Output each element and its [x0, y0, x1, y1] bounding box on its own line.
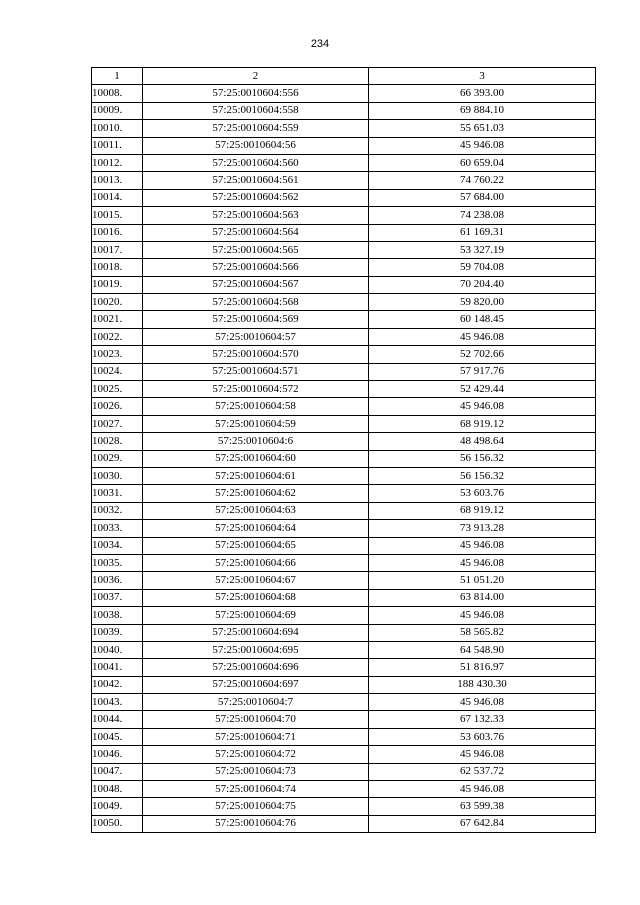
table-row — [92, 711, 596, 728]
table-row — [92, 659, 596, 676]
value-cell: 63 599.38 — [369, 798, 596, 815]
value-cell: 52 429.44 — [369, 381, 596, 398]
cadastral-number-cell: 57:25:0010604:67 — [143, 572, 369, 589]
value-cell: 48 498.64 — [369, 433, 596, 450]
cadastral-number-cell: 57:25:0010604:6 — [143, 433, 369, 450]
cadastral-number-cell: 57:25:0010604:75 — [143, 798, 369, 815]
row-index-cell: 10012. — [92, 154, 143, 171]
table-row — [92, 207, 596, 224]
row-index-cell: 10045. — [92, 728, 143, 745]
value-cell: 51 051.20 — [369, 572, 596, 589]
value-cell: 56 156.32 — [369, 450, 596, 467]
cadastral-number-cell: 57:25:0010604:571 — [143, 363, 369, 380]
row-index-cell: 10047. — [92, 763, 143, 780]
value-cell: 45 946.08 — [369, 537, 596, 554]
value-cell: 56 156.32 — [369, 467, 596, 484]
cadastral-number-cell: 57:25:0010604:76 — [143, 815, 369, 832]
cadastral-number-cell: 57:25:0010604:74 — [143, 781, 369, 798]
table-row — [92, 259, 596, 276]
row-index-cell: 10011. — [92, 137, 143, 154]
row-index-cell: 10023. — [92, 346, 143, 363]
cadastral-number-cell: 57:25:0010604:70 — [143, 711, 369, 728]
table-row — [92, 363, 596, 380]
value-cell: 61 169.31 — [369, 224, 596, 241]
row-index-cell: 10042. — [92, 676, 143, 693]
cadastral-number-cell: 57:25:0010604:68 — [143, 589, 369, 606]
table-row — [92, 572, 596, 589]
table-row — [92, 102, 596, 119]
cadastral-number-cell: 57:25:0010604:561 — [143, 172, 369, 189]
table-row — [92, 798, 596, 815]
value-cell: 188 430.30 — [369, 676, 596, 693]
value-cell: 68 919.12 — [369, 415, 596, 432]
value-cell: 59 820.00 — [369, 294, 596, 311]
value-cell: 63 814.00 — [369, 589, 596, 606]
cadastral-number-cell: 57:25:0010604:558 — [143, 102, 369, 119]
value-cell: 64 548.90 — [369, 641, 596, 658]
row-index-cell: 10021. — [92, 311, 143, 328]
row-index-cell: 10014. — [92, 189, 143, 206]
cadastral-number-cell: 57:25:0010604:697 — [143, 676, 369, 693]
table-row — [92, 520, 596, 537]
row-index-cell: 10013. — [92, 172, 143, 189]
cadastral-number-cell: 57:25:0010604:62 — [143, 485, 369, 502]
value-cell: 45 946.08 — [369, 781, 596, 798]
row-index-cell: 10015. — [92, 207, 143, 224]
value-cell: 60 659.04 — [369, 154, 596, 171]
value-cell: 62 537.72 — [369, 763, 596, 780]
cadastral-number-cell: 57:25:0010604:562 — [143, 189, 369, 206]
cadastral-number-cell: 57:25:0010604:65 — [143, 537, 369, 554]
table-row — [92, 746, 596, 763]
cadastral-number-cell: 57:25:0010604:569 — [143, 311, 369, 328]
value-cell: 58 565.82 — [369, 624, 596, 641]
value-cell: 45 946.08 — [369, 328, 596, 345]
row-index-cell: 10027. — [92, 415, 143, 432]
cadastral-number-cell: 57:25:0010604:63 — [143, 502, 369, 519]
table-row — [92, 607, 596, 624]
row-index-cell: 10029. — [92, 450, 143, 467]
cadastral-number-cell: 57:25:0010604:567 — [143, 276, 369, 293]
table-row — [92, 502, 596, 519]
page-number: 234 — [310, 38, 330, 50]
value-cell: 59 704.08 — [369, 259, 596, 276]
cadastral-number-cell: 57:25:0010604:59 — [143, 415, 369, 432]
cadastral-number-cell: 57:25:0010604:72 — [143, 746, 369, 763]
table-row — [92, 276, 596, 293]
row-index-cell: 10020. — [92, 294, 143, 311]
table-row — [92, 694, 596, 711]
row-index-cell: 10044. — [92, 711, 143, 728]
table-row — [92, 328, 596, 345]
row-index-cell: 10046. — [92, 746, 143, 763]
row-index-cell: 10016. — [92, 224, 143, 241]
cadastral-number-cell: 57:25:0010604:57 — [143, 328, 369, 345]
row-index-cell: 10037. — [92, 589, 143, 606]
cadastral-number-cell: 57:25:0010604:694 — [143, 624, 369, 641]
cadastral-number-cell: 57:25:0010604:695 — [143, 641, 369, 658]
table-row — [92, 467, 596, 484]
row-index-cell: 10039. — [92, 624, 143, 641]
table-row — [92, 294, 596, 311]
table-row — [92, 311, 596, 328]
table-row — [92, 554, 596, 571]
row-index-cell: 10043. — [92, 694, 143, 711]
row-index-cell: 10041. — [92, 659, 143, 676]
row-index-cell: 10034. — [92, 537, 143, 554]
value-cell: 53 603.76 — [369, 728, 596, 745]
value-cell: 66 393.00 — [369, 85, 596, 102]
value-cell: 60 148.45 — [369, 311, 596, 328]
row-index-cell: 10031. — [92, 485, 143, 502]
value-cell: 51 816.97 — [369, 659, 596, 676]
table-row — [92, 154, 596, 171]
table-row — [92, 537, 596, 554]
cadastral-number-cell: 57:25:0010604:60 — [143, 450, 369, 467]
table-header-row — [92, 68, 596, 85]
table-row — [92, 224, 596, 241]
value-cell: 74 760.22 — [369, 172, 596, 189]
cadastral-number-cell: 57:25:0010604:572 — [143, 381, 369, 398]
table-row — [92, 120, 596, 137]
value-cell: 53 603.76 — [369, 485, 596, 502]
value-cell: 55 651.03 — [369, 120, 596, 137]
row-index-cell: 10035. — [92, 554, 143, 571]
value-cell: 73 913.28 — [369, 520, 596, 537]
column-header-value: 3 — [369, 68, 596, 85]
row-index-cell: 10009. — [92, 102, 143, 119]
cadastral-number-cell: 57:25:0010604:696 — [143, 659, 369, 676]
value-cell: 45 946.08 — [369, 694, 596, 711]
cadastral-number-cell: 57:25:0010604:568 — [143, 294, 369, 311]
value-cell: 70 204.40 — [369, 276, 596, 293]
cadastral-number-cell: 57:25:0010604:564 — [143, 224, 369, 241]
row-index-cell: 10022. — [92, 328, 143, 345]
cadastral-number-cell: 57:25:0010604:73 — [143, 763, 369, 780]
row-index-cell: 10017. — [92, 241, 143, 258]
row-index-cell: 10049. — [92, 798, 143, 815]
row-index-cell: 10038. — [92, 607, 143, 624]
cadastral-number-cell: 57:25:0010604:64 — [143, 520, 369, 537]
value-cell: 57 684.00 — [369, 189, 596, 206]
row-index-cell: 10026. — [92, 398, 143, 415]
row-index-cell: 10019. — [92, 276, 143, 293]
value-cell: 57 917.76 — [369, 363, 596, 380]
table-row — [92, 433, 596, 450]
cadastral-number-cell: 57:25:0010604:56 — [143, 137, 369, 154]
column-header-index: 1 — [92, 68, 143, 85]
table-row — [92, 241, 596, 258]
value-cell: 45 946.08 — [369, 607, 596, 624]
cadastral-number-cell: 57:25:0010604:61 — [143, 467, 369, 484]
cadastral-number-cell: 57:25:0010604:66 — [143, 554, 369, 571]
row-index-cell: 10040. — [92, 641, 143, 658]
cadastral-number-cell: 57:25:0010604:566 — [143, 259, 369, 276]
value-cell: 67 132.33 — [369, 711, 596, 728]
table-row — [92, 415, 596, 432]
row-index-cell: 10050. — [92, 815, 143, 832]
cadastral-number-cell: 57:25:0010604:71 — [143, 728, 369, 745]
table-row — [92, 676, 596, 693]
row-index-cell: 10018. — [92, 259, 143, 276]
value-cell: 69 884.10 — [369, 102, 596, 119]
table-row — [92, 485, 596, 502]
row-index-cell: 10030. — [92, 467, 143, 484]
table-row — [92, 172, 596, 189]
row-index-cell: 10028. — [92, 433, 143, 450]
table-body — [92, 85, 596, 833]
row-index-cell: 10033. — [92, 520, 143, 537]
table-row — [92, 763, 596, 780]
column-header-cadastral-number: 2 — [143, 68, 369, 85]
cadastral-number-cell: 57:25:0010604:565 — [143, 241, 369, 258]
table-row — [92, 450, 596, 467]
value-cell: 45 946.08 — [369, 137, 596, 154]
cadastral-number-cell: 57:25:0010604:570 — [143, 346, 369, 363]
row-index-cell: 10036. — [92, 572, 143, 589]
value-cell: 45 946.08 — [369, 746, 596, 763]
table-row — [92, 728, 596, 745]
cadastral-value-table — [91, 67, 596, 833]
cadastral-number-cell: 57:25:0010604:559 — [143, 120, 369, 137]
value-cell: 74 238.08 — [369, 207, 596, 224]
cadastral-number-cell: 57:25:0010604:560 — [143, 154, 369, 171]
row-index-cell: 10008. — [92, 85, 143, 102]
cadastral-number-cell: 57:25:0010604:69 — [143, 607, 369, 624]
row-index-cell: 10025. — [92, 381, 143, 398]
cadastral-number-cell: 57:25:0010604:7 — [143, 694, 369, 711]
value-cell: 53 327.19 — [369, 241, 596, 258]
row-index-cell: 10010. — [92, 120, 143, 137]
cadastral-number-cell: 57:25:0010604:58 — [143, 398, 369, 415]
row-index-cell: 10024. — [92, 363, 143, 380]
table-row — [92, 589, 596, 606]
cadastral-number-cell: 57:25:0010604:556 — [143, 85, 369, 102]
table-row — [92, 624, 596, 641]
table-row — [92, 781, 596, 798]
row-index-cell: 10032. — [92, 502, 143, 519]
table-row — [92, 815, 596, 832]
cadastral-number-cell: 57:25:0010604:563 — [143, 207, 369, 224]
table-row — [92, 189, 596, 206]
value-cell: 45 946.08 — [369, 554, 596, 571]
table-row — [92, 381, 596, 398]
table-row — [92, 85, 596, 102]
row-index-cell: 10048. — [92, 781, 143, 798]
table-row — [92, 641, 596, 658]
table-row — [92, 137, 596, 154]
value-cell: 68 919.12 — [369, 502, 596, 519]
value-cell: 45 946.08 — [369, 398, 596, 415]
value-cell: 67 642.84 — [369, 815, 596, 832]
table-row — [92, 346, 596, 363]
table-row — [92, 398, 596, 415]
value-cell: 52 702.66 — [369, 346, 596, 363]
